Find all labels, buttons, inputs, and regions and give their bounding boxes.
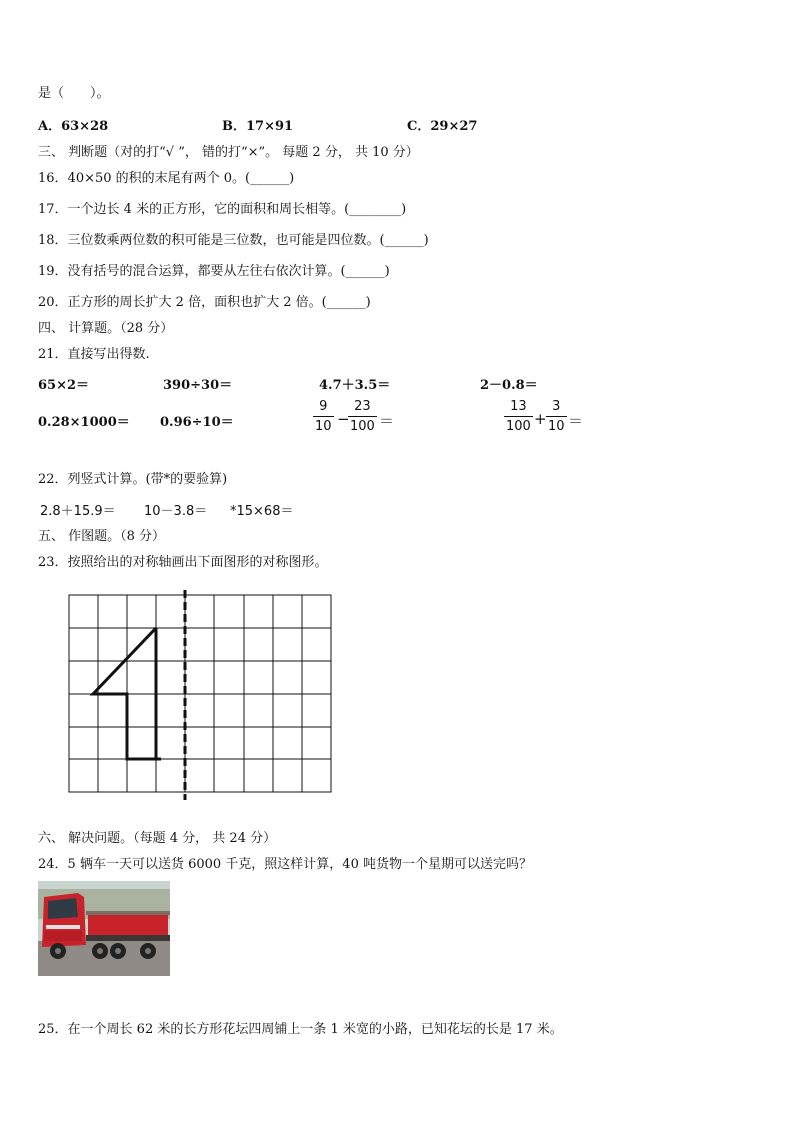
question-16: 16．40×50 的积的末尾有两个 0。(______) (38, 171, 295, 186)
plus-sign: + (534, 410, 547, 428)
question-22: 22．列竖式计算。(带*的要验算) (38, 472, 228, 487)
denominator: 100 (350, 419, 375, 434)
numerator: 13 (510, 399, 527, 414)
denominator: 100 (506, 419, 531, 434)
question-25: 25．在一个周长 62 米的长方形花坛四周铺上一条 1 米宽的小路，已知花坛的长是 17 米。 (38, 1022, 563, 1037)
denominator: 10 (548, 419, 565, 434)
section-5-heading: 五、 作图题。（8 分） (38, 529, 166, 544)
question-18: 18．三位数乘两位数的积可能是三位数，也可能是四位数。(______) (38, 233, 429, 248)
equals-sign: ＝ (379, 412, 395, 430)
option-a: A．63×28 (38, 119, 109, 134)
calc-item: 65×2＝ (38, 378, 90, 393)
calc-item: 390÷30＝ (163, 378, 233, 393)
fraction-bar (546, 416, 567, 417)
fraction-bar (348, 416, 377, 417)
minus-sign: − (337, 410, 350, 428)
option-b: B．17×91 (222, 119, 294, 134)
truck-photo (38, 881, 170, 976)
vertical-calc-item: 2.8＋15.9＝ (40, 504, 116, 519)
calc-item: 4.7＋3.5＝ (319, 378, 391, 393)
question-23: 23．按照给出的对称轴画出下面图形的对称图形。 (38, 555, 328, 570)
symmetry-grid (60, 588, 340, 803)
fraction (546, 399, 567, 434)
fraction (313, 399, 334, 434)
calc-item: 2－0.8＝ (480, 378, 538, 393)
question-21: 21．直接写出得数. (38, 347, 150, 362)
q15-tail: 是（ ）。 (38, 86, 110, 101)
calc-item: 0.96÷10＝ (160, 415, 234, 430)
section-6-heading: 六、 解决问题。（每题 4 分， 共 24 分） (38, 831, 277, 846)
equals-sign: ＝ (568, 412, 584, 430)
numerator: 23 (354, 399, 371, 414)
fraction-bar (504, 416, 533, 417)
option-c: C．29×27 (407, 119, 478, 134)
calc-item: 0.28×1000＝ (38, 415, 130, 430)
denominator: 10 (315, 419, 332, 434)
question-19: 19．没有括号的混合运算，都要从左往右依次计算。(______) (38, 264, 390, 279)
numerator: 3 (552, 399, 561, 414)
vertical-calc-item: *15×68＝ (230, 504, 294, 519)
section-3-heading: 三、 判断题（对的打“√ ”， 错的打“×”。 每题 2 分， 共 10 分） (38, 145, 419, 160)
section-4-heading: 四、 计算题。（28 分） (38, 321, 174, 336)
fraction (504, 399, 533, 434)
fraction-bar (313, 416, 334, 417)
question-17: 17．一个边长 4 米的正方形，它的面积和周长相等。(________) (38, 202, 407, 217)
question-20: 20．正方形的周长扩大 2 倍，面积也扩大 2 倍。(______) (38, 295, 371, 310)
fraction (348, 399, 377, 434)
numerator: 9 (319, 399, 328, 414)
question-24: 24．5 辆车一天可以送货 6000 千克，照这样计算，40 吨货物一个星期可以送完吗？ (38, 857, 532, 872)
vertical-calc-item: 10－3.8＝ (144, 504, 208, 519)
truck-illustration (38, 881, 170, 976)
